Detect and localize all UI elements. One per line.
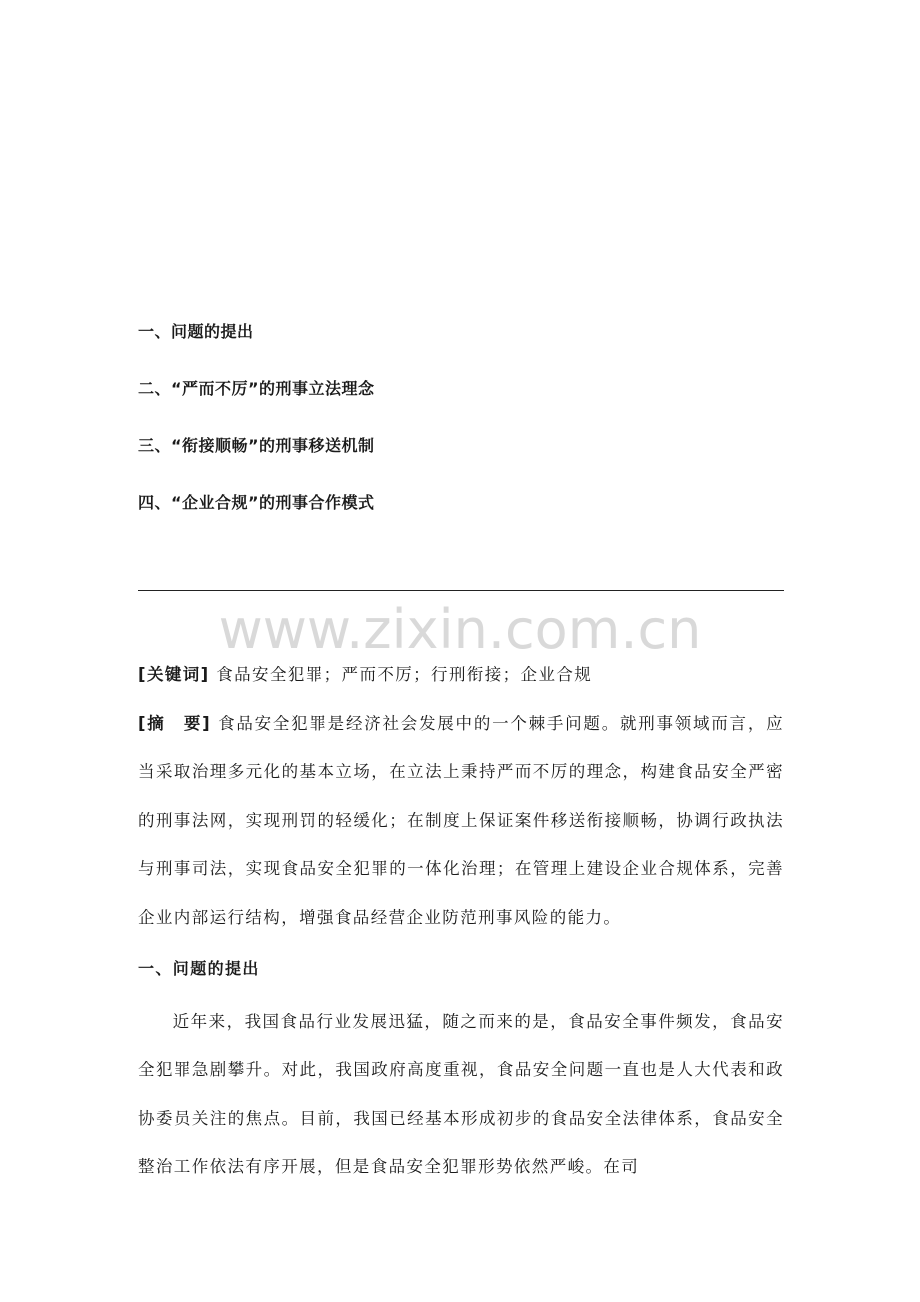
keywords-paragraph [138, 651, 784, 700]
section-heading: 一、问题的提出 [138, 959, 260, 978]
keywords-label: [关键词] [138, 665, 210, 684]
abstract-paragraph [138, 700, 784, 943]
table-of-contents [138, 318, 375, 546]
abstract-label: [摘 要] [138, 713, 212, 733]
abstract-text: 食品安全犯罪是经济社会发展中的一个棘手问题。就刑事领域而言，应当采取治理多元化的基本立场，在立法上秉持严而不厉的理念，构建食品安全严密的刑事法网，实现刑罚的轻缓化；在制度上保证案件移送衔接顺畅，协调行政执法与刑事司法，实现食品安全犯罪的一体化治理；在管理上建设企业合规体系，完善企业内部运行结构，增强食品经营企业防范刑事风险的能力。 [138, 713, 784, 927]
watermark: www.zixin.com.cn [218, 598, 702, 661]
toc-item-4: 四、“企业合规”的刑事合作模式 [138, 493, 375, 512]
toc-item-2: 二、“严而不厉”的刑事立法理念 [138, 379, 375, 398]
toc-item-3: 三、“衔接顺畅”的刑事移送机制 [138, 436, 375, 455]
horizontal-divider [138, 590, 784, 591]
toc-item-1: 一、问题的提出 [138, 322, 254, 341]
keywords-text: 食品安全犯罪；严而不厉；行刑衔接；企业合规 [209, 665, 593, 684]
section-paragraph: 近年来，我国食品行业发展迅猛，随之而来的是，食品安全事件频发，食品安全犯罪急剧攀升。对此，我国政府高度重视，食品安全问题一直也是人大代表和政协委员关注的焦点。目前，我国已经基本形成初步的食品安全法律体系，食品安全整治工作依法有序开展，但是食品安全犯罪形势依然严峻。在司 [138, 1011, 784, 1176]
article-body [138, 651, 784, 1192]
